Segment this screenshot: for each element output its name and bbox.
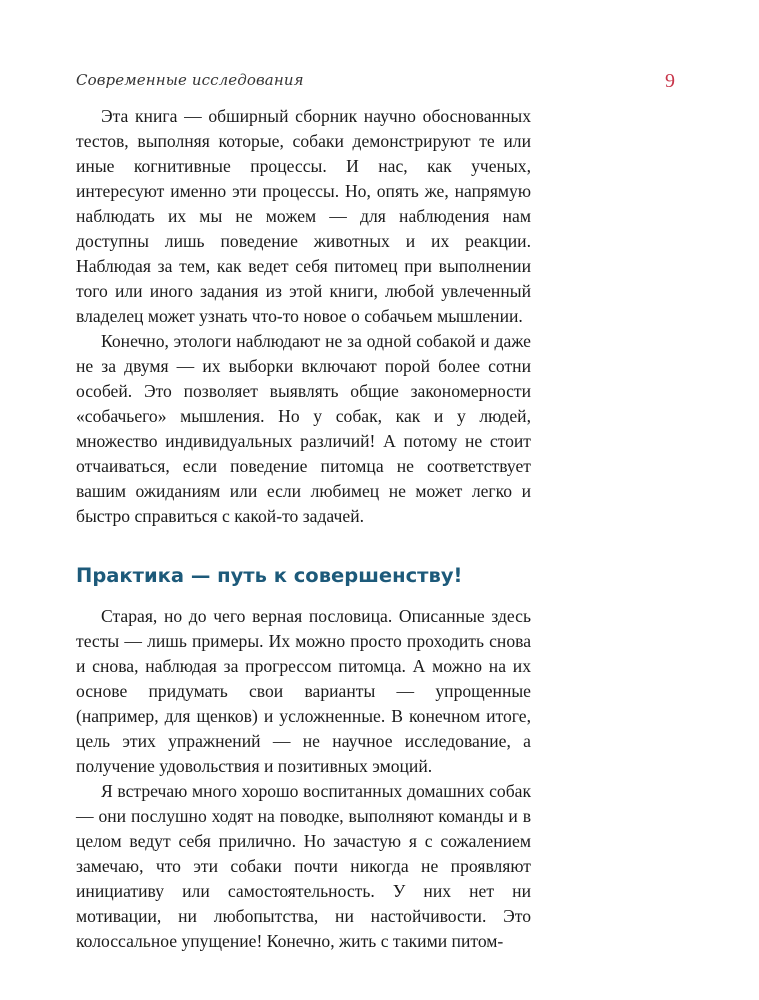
page-number: 9 (665, 70, 675, 92)
section-heading: Практика — путь к совершенству! (76, 564, 463, 587)
paragraph: Эта книга — обширный сборник научно обоснованных тестов, выполняя которые, собаки демонстрируют те или иные когнитивные процессы. И нас, как ученых, интересуют именно эти процессы. Но, опять же, напрямую наблюдать их мы не можем — для наблюдения нам доступны лишь поведение животных и их реакции. Наблюдая за тем, как ведет себя питомец при выполнении того или иного задания из этой книги, любой увлеченный владелец может узнать что-то новое о собачьем мышлении. (76, 106, 531, 326)
paragraph: Я встречаю много хорошо воспитанных домашних собак — они послушно ходят на поводке, выполняют команды и в целом ведут себя прилично. Но зачастую я с сожалением замечаю, что эти собаки почти никогда не проявляют инициативу или самостоятельность. У них нет ни мотивации, ни любопытства, ни настойчивости. Это колоссальное упущение! Конечно, жить с такими питом- (76, 781, 531, 951)
paragraph: Старая, но до чего верная пословица. Описанные здесь тесты — лишь примеры. Их можно просто проходить снова и снова, наблюдая за прогрессом питомца. А можно на их основе придумать свои варианты — упрощенные (например, для щенков) и усложненные. В конечном итоге, цель этих упражнений — не научное исследование, а получение удовольствия и позитивных эмоций. (76, 606, 531, 776)
main-text (76, 104, 531, 954)
paragraph: Конечно, этологи наблюдают не за одной собакой и даже не за двумя — их выборки включают порой более сотни особей. Это позволяет выявлять общие закономерности «собачьего» мышления. Но у собак, как и у людей, множество индивидуальных различий! А потому не стоит отчаиваться, если поведение питомца не соответствует вашим ожиданиям или если любимец не может легко и быстро справиться с какой-то задачей. (76, 331, 531, 526)
running-head: Современные исследования (76, 71, 304, 89)
